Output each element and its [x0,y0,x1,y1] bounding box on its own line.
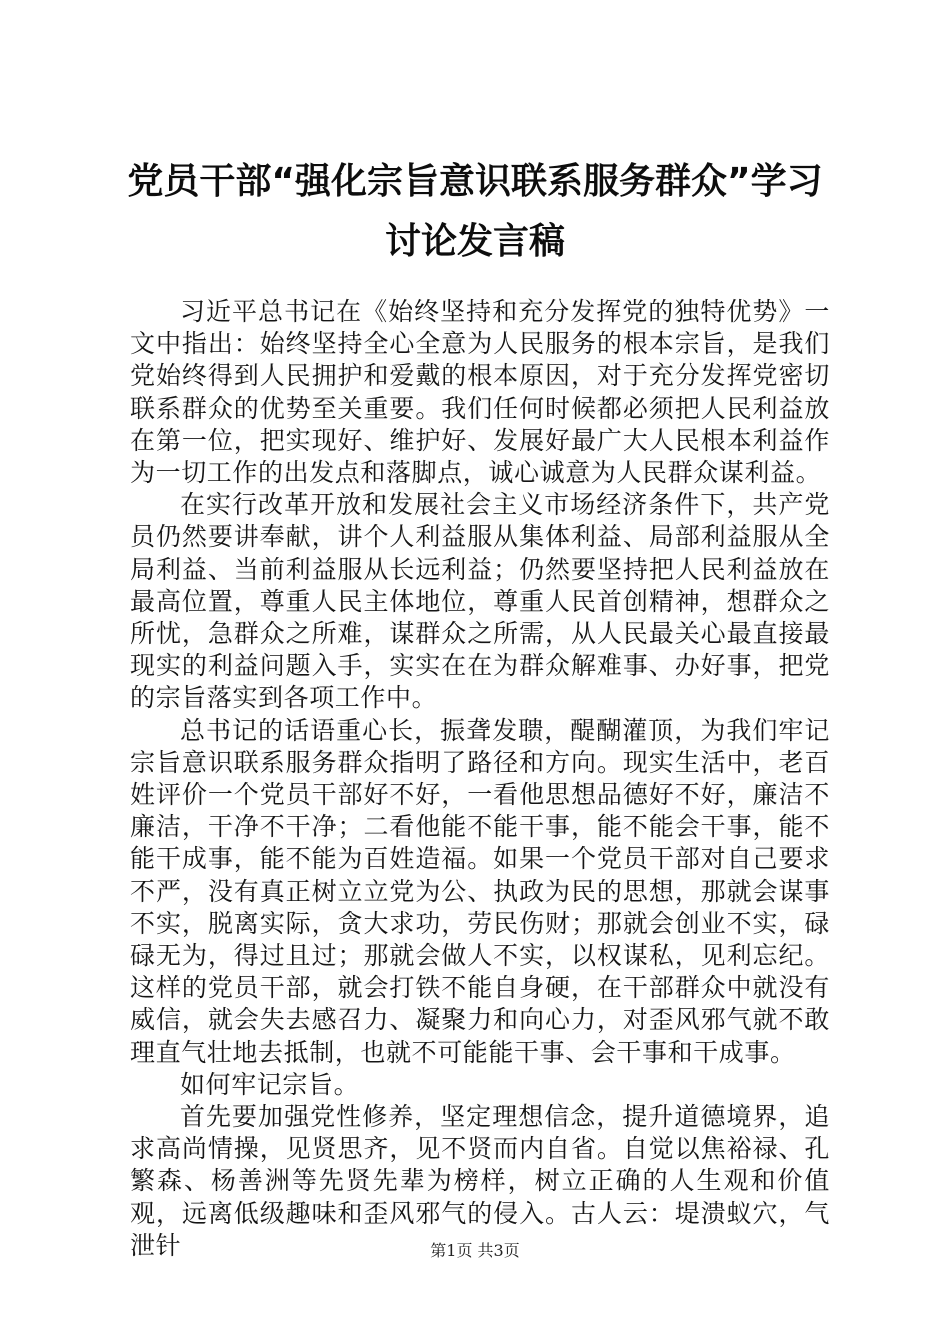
paragraph-5: 首先要加强党性修养，坚定理想信念，提升道德境界，追求高尚情操，见贤思齐，见不贤而内自省。自觉以焦裕禄、孔繁森、杨善洲等先贤先辈为榜样，树立正确的人生观和价值观，远离低级趣味和歪风邪气的侵入。古人云：堤溃蚁穴，气泄针 [130,1102,830,1260]
paragraph-2: 在实行改革开放和发展社会主义市场经济条件下，共产党员仍然要讲奉献，讲个人利益服从集体利益、局部利益服从全局利益、当前利益服从长远利益；仍然要坚持把人民利益放在最高位置，尊重人民主体地位，尊重人民首创精神，想群众之所忧，急群众之所难，谋群众之所需，从人民最关心最直接最现实的利益问题入手，实实在在为群众解难事、办好事，把党的宗旨落实到各项工作中。 [130,490,830,713]
paragraph-1: 习近平总书记在《始终坚持和充分发挥党的独特优势》一文中指出：始终坚持全心全意为人民服务的根本宗旨，是我们党始终得到人民拥护和爱戴的根本原因，对于充分发挥党密切联系群众的优势至关重要。我们任何时候都必须把人民利益放在第一位，把实现好、维护好、发展好最广大人民根本利益作为一切工作的出发点和落脚点，诚心诚意为人民群众谋利益。 [130,297,830,488]
page-footer: 第1页 共3页 [430,1241,520,1260]
document-title: 党员干部“强化宗旨意识联系服务群众”学习讨论发言稿 [127,161,823,262]
paragraph-3: 总书记的话语重心长，振聋发聩，醍醐灌顶，为我们牢记宗旨意识联系服务群众指明了路径和方向。现实生活中，老百姓评价一个党员干部好不好，一看他思想品德好不好，廉洁不廉洁，干净不干净；二看他能不能干事，能不能会干事，能不能干成事，能不能为百姓造福。如果一个党员干部对自己要求不严，没有真正树立立党为公、执政为民的思想，那就会谋事不实，脱离实际，贪大求功，劳民伤财；那就会创业不实，碌碌无为，得过且过；那就会做人不实，以权谋私，见利忘纪。这样的党员干部，就会打铁不能自身硬，在干部群众中就没有威信，就会失去感召力、凝聚力和向心力，对歪风邪气就不敢理直气壮地去抵制，也就不可能能干事、会干事和干成事。 [130,715,830,1067]
paragraph-4: 如何牢记宗旨。 [180,1069,360,1099]
document-body [130,296,830,1262]
